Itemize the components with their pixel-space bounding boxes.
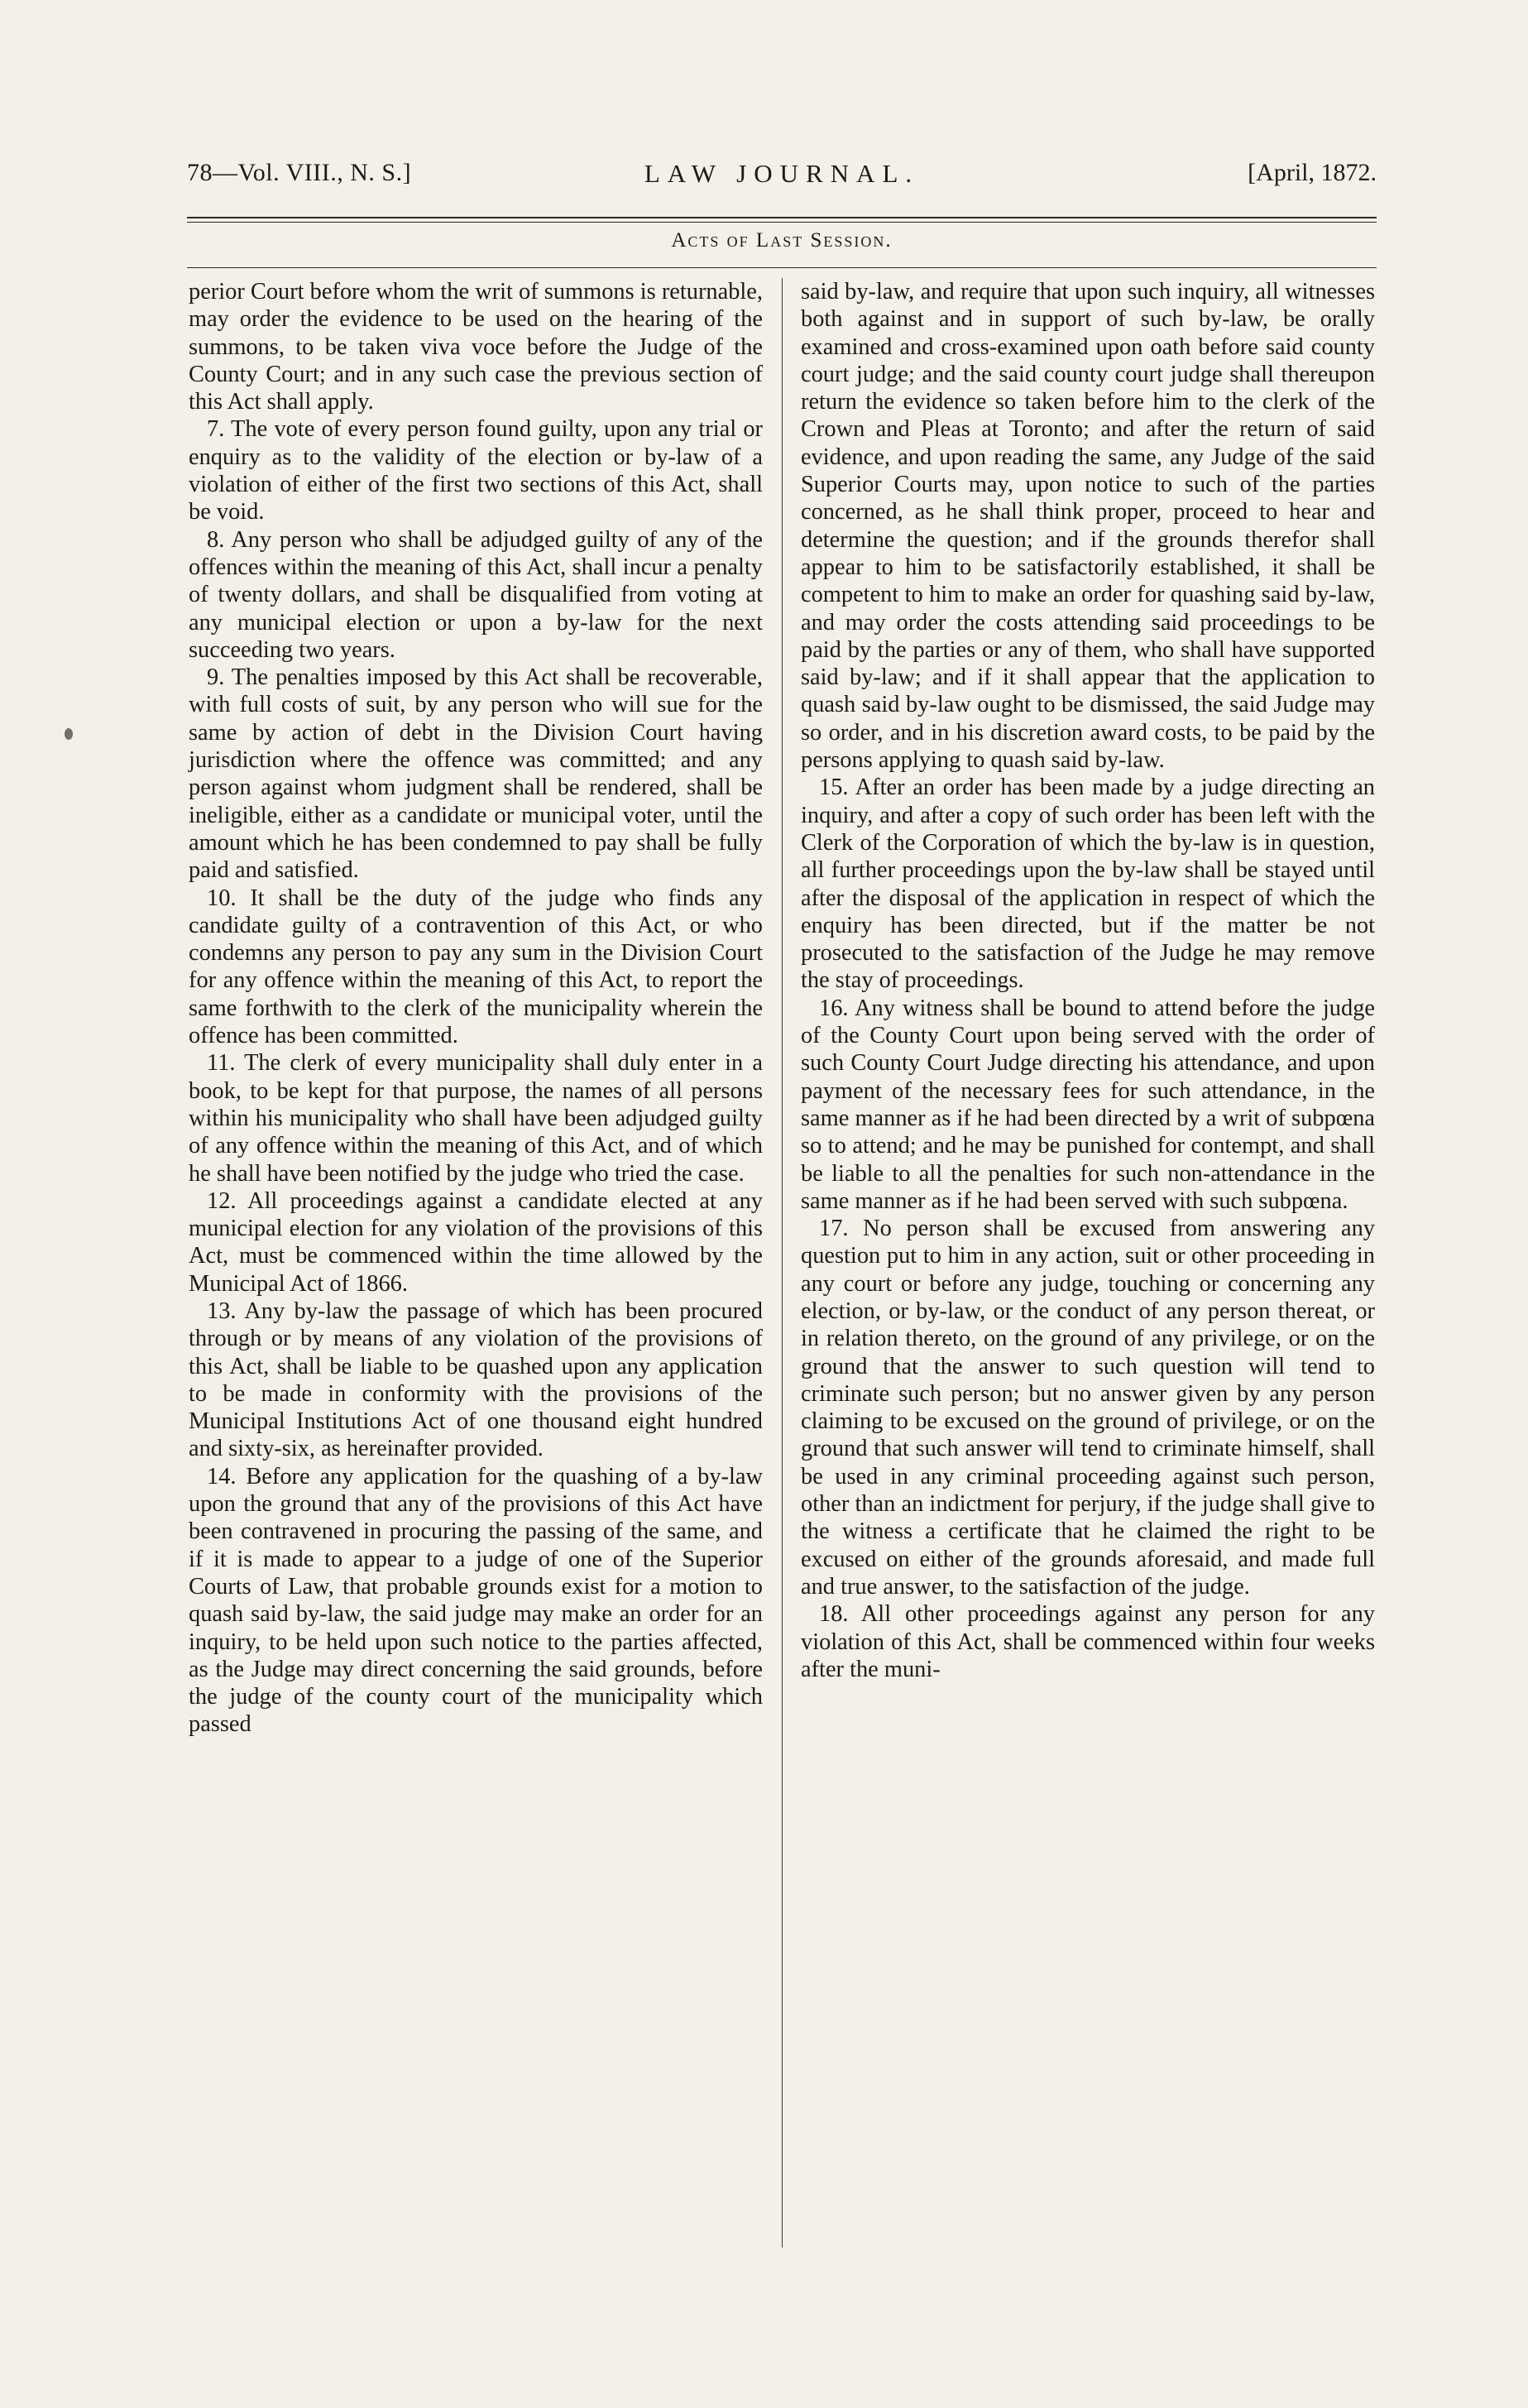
paragraph: 17. No person shall be excused from answering any question put to him in any action, suit or other proceeding in any court or before any judge, touching or concerning any election, or by-law, or the conduct of any person thereat, or in relation thereto, on the ground of any privilege, or on the ground that the answer to such question will tend to criminate such person; but no answer given by any person claiming to be excused on the ground of privilege, or on the ground that such answer will tend to criminate himself, shall be used in any criminal proceeding against such person, other than an indictment for perjury, if the judge shall give to the witness a certificate that he claimed the right to be excused on either of the grounds aforesaid, and made full and true answer, to the satisfaction of the judge. bbox=[801, 1216, 1375, 1600]
paragraph: 7. The vote of every person found guilty, upon any trial or enquiry as to the validity of the election or by-law of a violation of either of the first two sections of this Act, shall be void. bbox=[189, 416, 763, 525]
paragraph: 9. The penalties imposed by this Act shall be recoverable, with full costs of suit, by any person who will sue for the same by action of debt in the Division Court having jurisdiction where the offence was committed; and any person against whom judgment shall be rendered, shall be ineligible, either as a candidate or municipal voter, until the amount which he has been condemned to pay shall be fully paid and satisfied. bbox=[189, 664, 763, 884]
header-rule-top bbox=[187, 217, 1377, 218]
paragraph: 12. All proceedings against a candidate elected at any municipal election for any violation of the provisions of this Act, must be commenced within the time allowed by the Municipal Act of 1866. bbox=[189, 1187, 763, 1297]
paragraph: 18. All other proceedings against any person for any violation of this Act, shall be commenced within four weeks after the muni- bbox=[801, 1601, 1375, 1682]
issue-date: [April, 1872. bbox=[1248, 159, 1377, 186]
margin-ink-mark bbox=[65, 728, 73, 740]
paragraph: 14. Before any application for the quashing of a by-law upon the ground that any of the provisions of this Act have been contravened in procuring the passing of the same, and if it is made to appear to a judge of one of the Superior Courts of Law, that probable grounds exist for a motion to quash said by-law, the said judge may make an order for an inquiry, to be held upon such notice to the parties affected, as the Judge may direct concerning the said grounds, before the judge of the county court of the municipality which passed bbox=[189, 1463, 763, 1738]
running-head bbox=[187, 159, 1377, 205]
paragraph: 8. Any person who shall be adjudged guilty of any of the offences within the meaning of this Act, shall incur a penalty of twenty dollars, and shall be disqualified from voting at any municipal election or upon a by-law for the next succeeding two years. bbox=[189, 526, 763, 663]
section-rule bbox=[187, 267, 1377, 268]
paragraph: said by-law, and require that upon such inquiry, all witnesses both against and in support of such by-law, be orally examined and cross-examined upon oath before said county court judge; and the said county court judge shall thereupon return the evidence so taken before him to the clerk of the Crown and Pleas at Toronto; and after the return of said evidence, and upon reading the same, any Judge of the said Superior Courts may, upon notice to such of the parties concerned, as he shall think proper, proceed to hear and determine the question; and if the grounds therefor shall appear to him to be satisfactorily established, it shall be competent to him to make an order for quashing said by-law, and may order the costs attending said proceedings to be paid by the parties or any of them, who shall have supported said by-law; and if it shall appear that the application to quash said by-law ought to be dismissed, the said Judge may so order, and in his discretion award costs, to be paid by the persons applying to quash said by-law. bbox=[801, 279, 1375, 774]
paragraph: 10. It shall be the duty of the judge who finds any candidate guilty of a contravention of this Act, or who condemns any person to pay any sum in the Division Court for any offence within the meaning of this Act, to report the same forthwith to the clerk of the municipality wherein the offence has been committed. bbox=[189, 885, 763, 1049]
journal-title: LAW JOURNAL. bbox=[644, 159, 920, 188]
header-rule-double bbox=[187, 222, 1377, 223]
column-divider bbox=[782, 278, 783, 2247]
paragraph: perior Court before whom the writ of summons is returnable, may order the evidence to be used on the hearing of the summons, to be taken viva voce before the Judge of the County Court; and in any such case the previous section of this Act shall apply. bbox=[189, 279, 763, 415]
page-volume-number: 78—Vol. VIII., N. S.] bbox=[187, 159, 412, 186]
section-title: Acts of Last Session. bbox=[671, 229, 893, 252]
paragraph: 13. Any by-law the passage of which has been procured through or by means of any violation of the provisions of this Act, shall be liable to be quashed upon any application to be made in conformity with the provisions of the Municipal Institutions Act of one thousand eight hundred and sixty-six, as hereinafter provided. bbox=[189, 1298, 763, 1462]
left-column bbox=[189, 278, 763, 1739]
paragraph: 16. Any witness shall be bound to attend before the judge of the County Court upon being served with the order of such County Court Judge directing his attendance, and upon payment of the necessary fees for such attendance, in the same manner as if he had been directed by a writ of subpœna so to attend; and he may be punished for contempt, and shall be liable to all the penalties for such non-attendance in the same manner as if he had been served with such subpœna. bbox=[801, 995, 1375, 1214]
paragraph: 15. After an order has been made by a judge directing an inquiry, and after a copy of such order has been left with the Clerk of the Corporation of which the by-law is in question, all further proceedings upon the by-law shall be stayed until after the disposal of the application in respect of which the enquiry has been directed, but if the matter be not prosecuted to the satisfaction of the Judge he may remove the stay of proceedings. bbox=[801, 775, 1375, 994]
right-column bbox=[801, 278, 1375, 1683]
paragraph: 11. The clerk of every municipality shall duly enter in a book, to be kept for that purpose, the names of all persons within his municipality who shall have been adjudged guilty of any offence within the meaning of this Act, and of which he shall have been notified by the judge who tried the case. bbox=[189, 1050, 763, 1187]
